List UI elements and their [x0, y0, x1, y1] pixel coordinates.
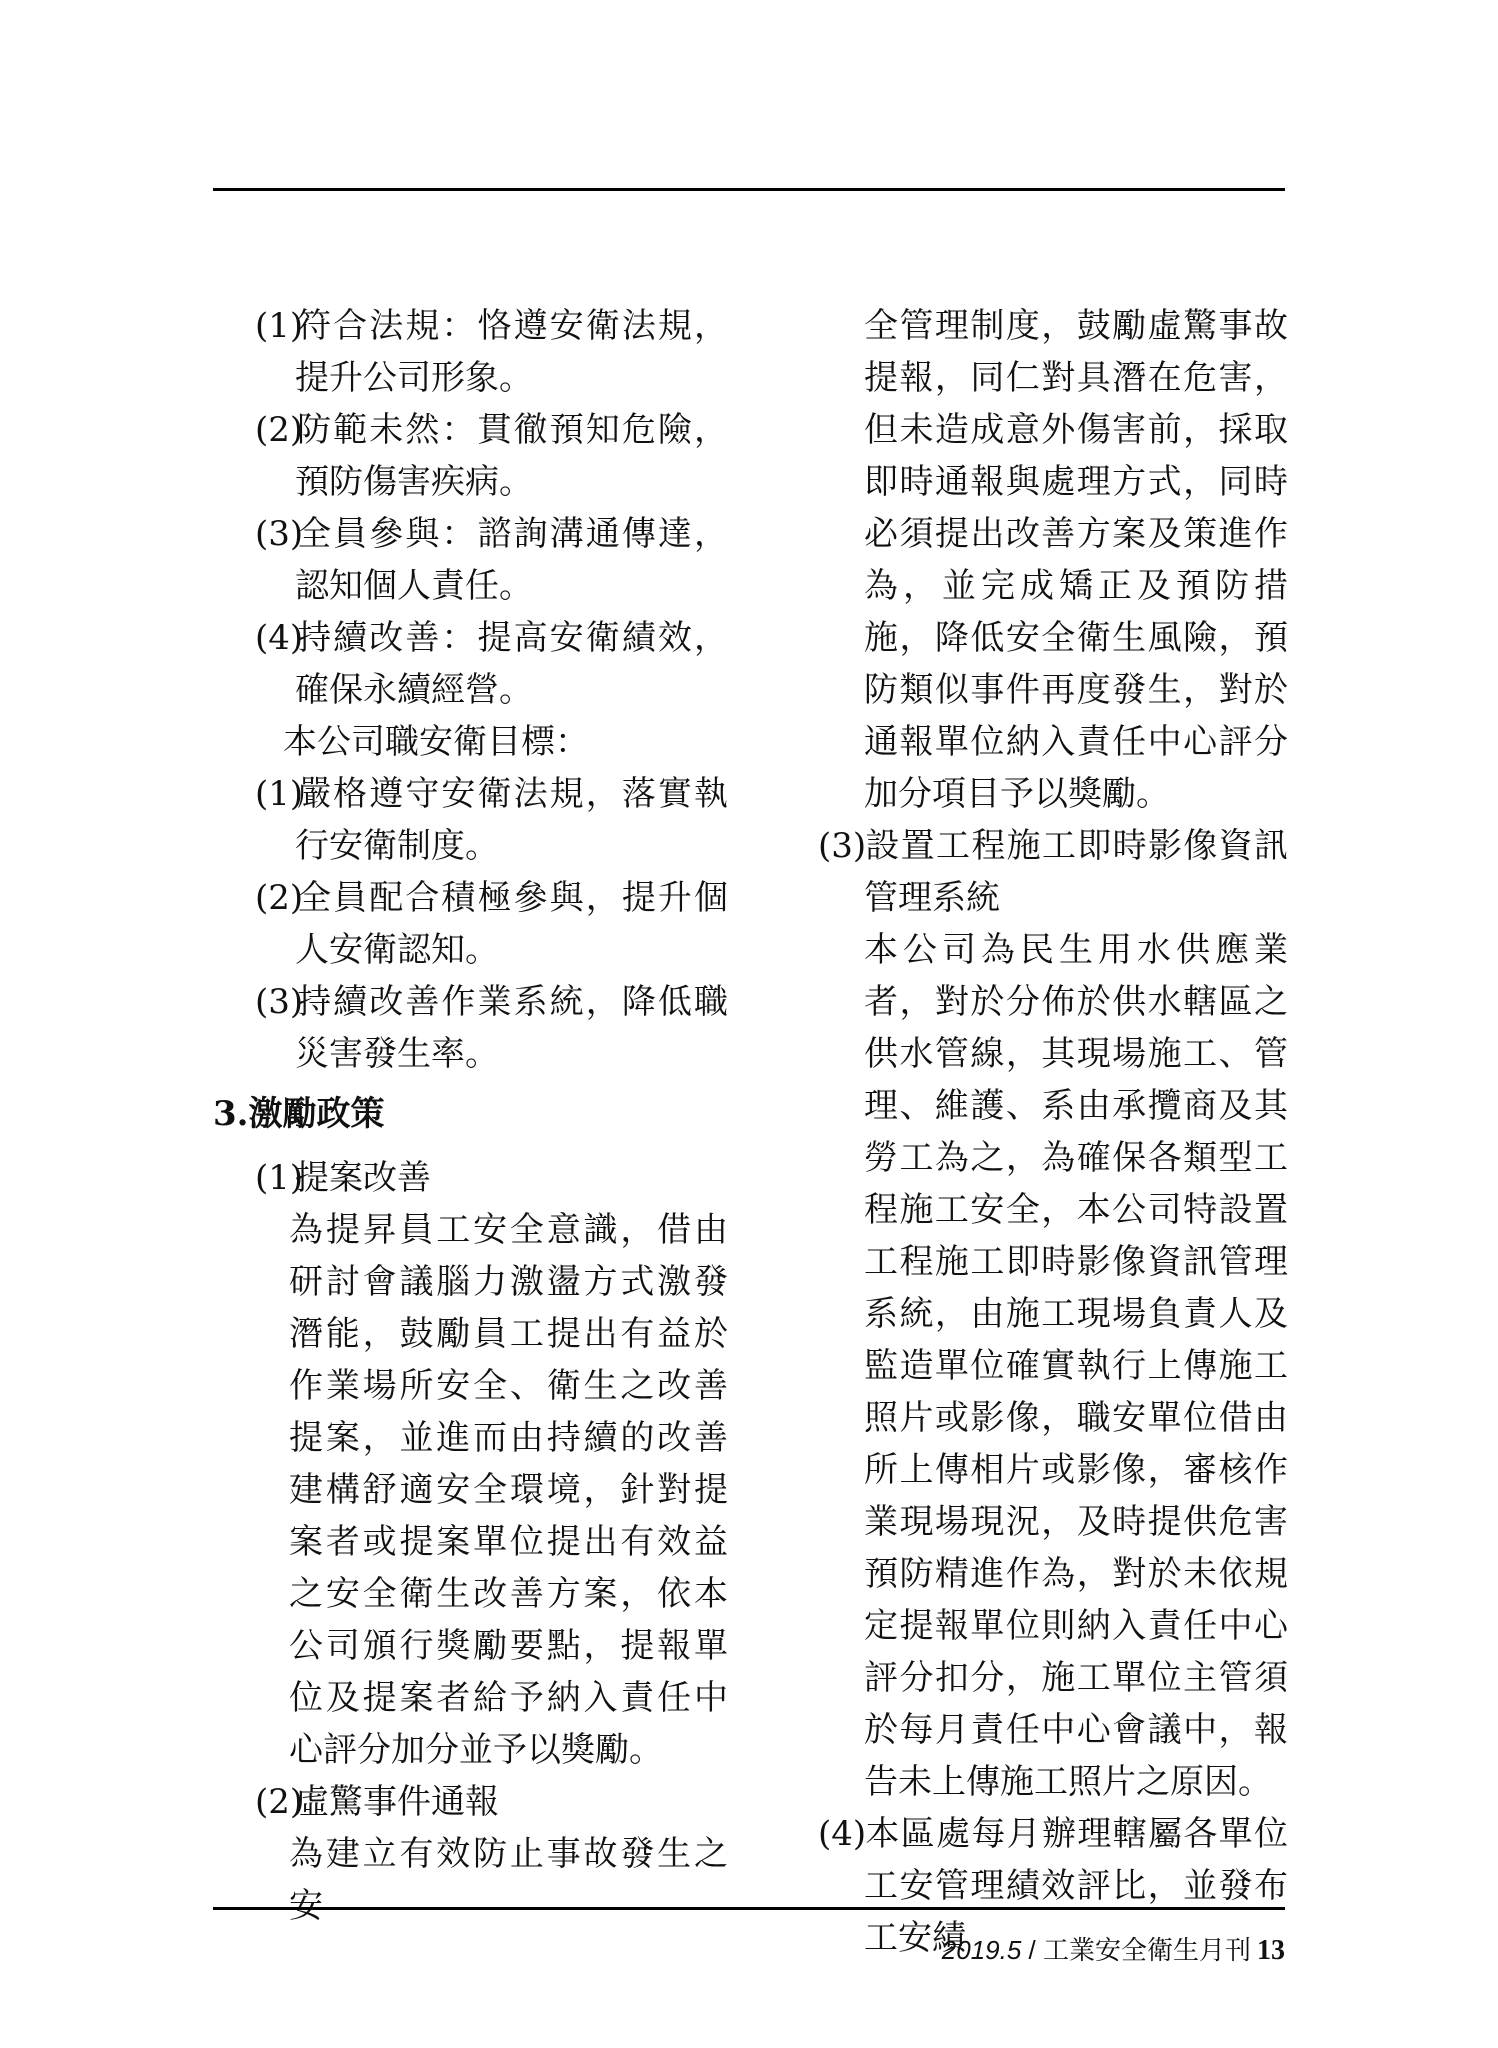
- incentive-2-title: (2)虛驚事件通報: [255, 1782, 499, 1822]
- item-3-title: (3)設置工程施工即時影像資訊管理系統: [818, 826, 1288, 918]
- item-4: (4)本區處每月辦理轄屬各單位工安管理績效評比，並發布工安績: [818, 1814, 1288, 1958]
- page-footer: [942, 1930, 1285, 1967]
- policy-item-3: (3)全員參與：諮詢溝通傳達，認知個人責任。: [255, 514, 728, 606]
- footer-separator: /: [1021, 1935, 1043, 1965]
- goal-item-3: (3)持續改善作業系統，降低職災害發生率。: [255, 982, 728, 1074]
- incentive-1-body: 為提昇員工安全意識，借由研討會議腦力激盪方式激發潛能，鼓勵員工提出有益於作業場所安全、衛生之改善提案，並進而由持續的改善建構舒適安全環境，針對提案者或提案單位提出有效益之安全衛生改善方案，依本公司頒行獎勵要點，提報單位及提案者給予納入責任中心評分加分並予以獎勵。: [289, 1210, 728, 1770]
- incentive-2-continuation: 全管理制度，鼓勵虛驚事故提報，同仁對具潛在危害，但未造成意外傷害前，採取即時通報與處理方式，同時必須提出改善方案及策進作為，並完成矯正及預防措施，降低安全衛生風險，預防類似事件再度發生，對於通報單位納入責任中心評分加分項目予以獎勵。: [864, 306, 1288, 814]
- left-column: [213, 300, 728, 1932]
- page-number: 13: [1257, 1935, 1285, 1966]
- goal-item-2: (2)全員配合積極參與，提升個人安衛認知。: [255, 878, 728, 970]
- policy-item-2: (2)防範未然：貫徹預知危險，預防傷害疾病。: [255, 410, 728, 502]
- incentive-1-title: (1)提案改善: [255, 1158, 431, 1198]
- right-column: [818, 300, 1288, 1964]
- policy-item-4: (4)持續改善：提高安衛績效，確保永續經營。: [255, 618, 728, 710]
- goals-intro: 本公司職安衛目標：: [283, 722, 589, 762]
- goal-item-1: (1)嚴格遵守安衛法規，落實執行安衛制度。: [255, 774, 728, 866]
- issue-date: 2019.5: [941, 1935, 1022, 1965]
- incentive-2-body-start: 為建立有效防止事故發生之安: [289, 1834, 728, 1926]
- item-3-body: 本公司為民生用水供應業者，對於分佈於供水轄區之供水管線，其現場施工、管理、維護、系由承攬商及其勞工為之，為確保各類型工程施工安全，本公司特設置工程施工即時影像資訊管理系統，由施工現場負責人及監造單位確實執行上傳施工照片或影像，職安單位借由所上傳相片或影像，審核作業現場現況，及時提供危害預防精進作為，對於未依規定提報單位則納入責任中心評分扣分，施工單位主管須於每月責任中心會議中，報告未上傳施工照片之原因。: [864, 930, 1288, 1802]
- header-rule: [213, 188, 1285, 191]
- policy-item-1: (1)符合法規：恪遵安衛法規，提升公司形象。: [255, 306, 728, 398]
- footer-rule: [213, 1907, 1285, 1910]
- section-heading: 3.激勵政策: [213, 1094, 385, 1134]
- journal-name: 工業安全衛生月刊: [1042, 1935, 1251, 1965]
